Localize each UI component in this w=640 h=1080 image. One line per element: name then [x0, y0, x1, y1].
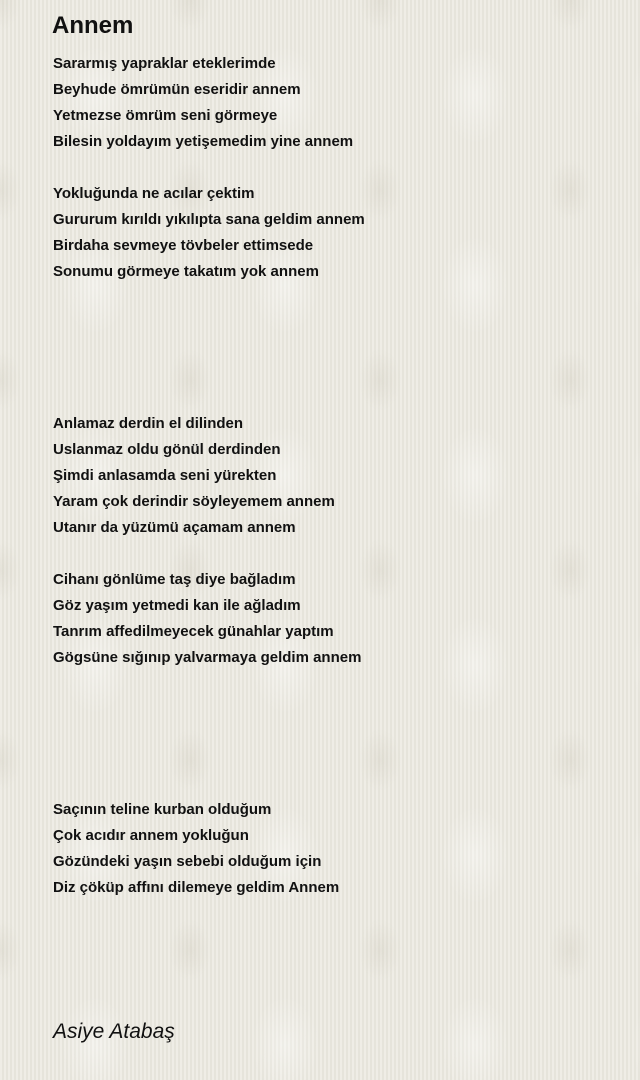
poem-line: Saçının teline kurban olduğum: [53, 801, 272, 818]
poem-line: Cihanı gönlüme taş diye bağladım: [53, 571, 296, 588]
poem-line: Beyhude ömrümün eseridir annem: [53, 81, 301, 98]
poem-line: Gögsüne sığınıp yalvarmaya geldim annem: [53, 649, 362, 666]
stanza-2: [53, 181, 365, 285]
poem-line: Sararmış yapraklar eteklerimde: [53, 55, 276, 72]
poem-line: Şimdi anlasamda seni yürekten: [53, 467, 277, 484]
stanza-1: [53, 51, 353, 155]
poem-author: Asiye Atabaş: [53, 1020, 175, 1043]
poem-line: Sonumu görmeye takatım yok annem: [53, 263, 319, 280]
poem-line: Tanrım affedilmeyecek günahlar yaptım: [53, 623, 334, 640]
stanza-3: [53, 411, 335, 541]
poem-line: Anlamaz derdin el dilinden: [53, 415, 244, 432]
poem-line: Yaram çok derindir söyleyemem annem: [53, 493, 335, 510]
poem-line: Uslanmaz oldu gönül derdinden: [53, 441, 281, 458]
poem-line: Göz yaşım yetmedi kan ile ağladım: [53, 597, 301, 614]
poem-line: Birdaha sevmeye tövbeler ettimsede: [53, 237, 314, 254]
stanza-5: [53, 797, 339, 901]
poem-line: Diz çöküp affını dilemeye geldim Annem: [53, 879, 340, 896]
poem-line: Yetmezse ömrüm seni görmeye: [53, 107, 278, 124]
poem-line: Yokluğunda ne acılar çektim: [53, 185, 255, 202]
poem-title: Annem: [52, 12, 134, 39]
poem-line: Gururum kırıldı yıkılıpta sana geldim annem: [53, 211, 365, 228]
poem-line: Çok acıdır annem yokluğun: [53, 827, 249, 844]
poem-line: Utanır da yüzümü açamam annem: [53, 519, 296, 536]
poem-line: Gözündeki yaşın sebebi olduğum için: [53, 853, 322, 870]
stanza-4: [53, 567, 361, 671]
poem-line: Bilesin yoldayım yetişemedim yine annem: [53, 133, 354, 150]
